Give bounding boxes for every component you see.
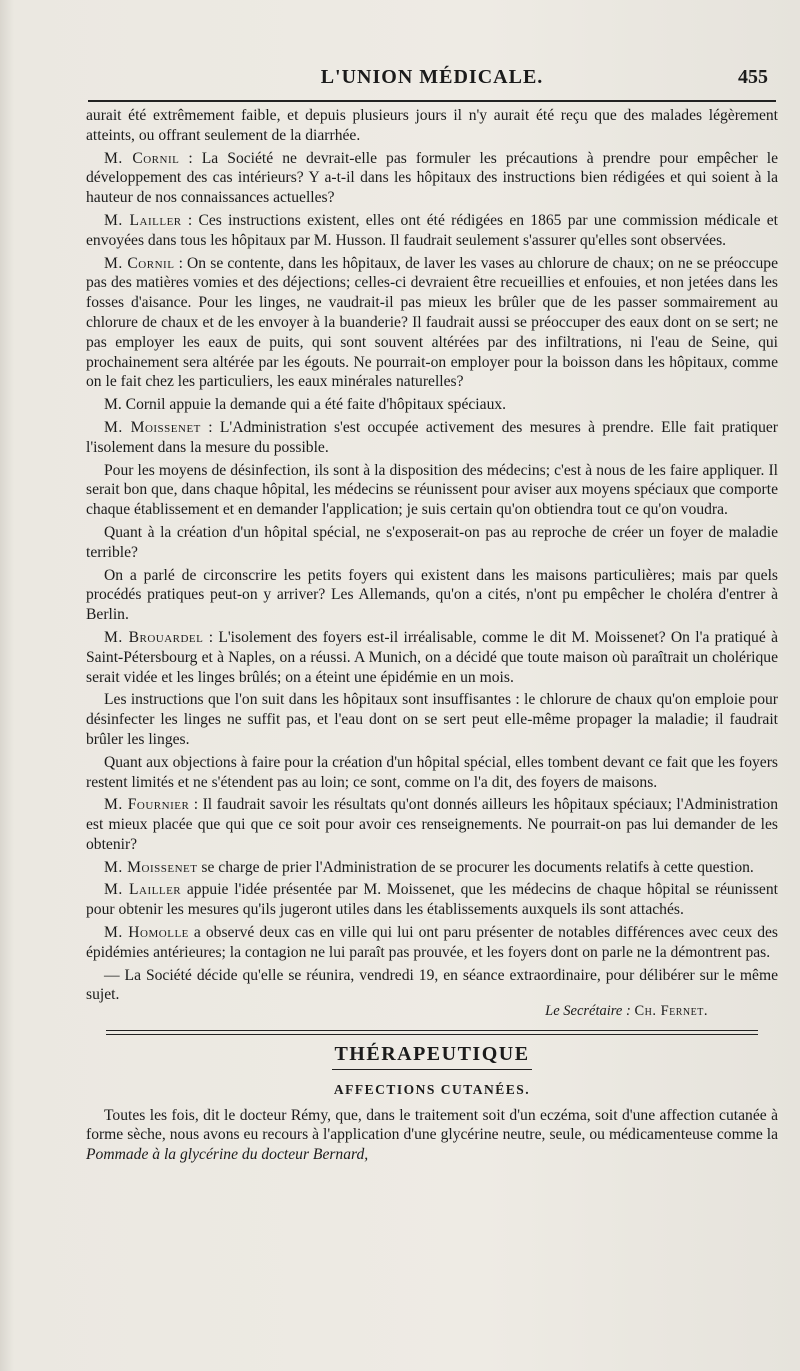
running-title: L'UNION MÉDICALE.: [320, 66, 544, 88]
section-title: THÉRAPEUTIQUE: [334, 1043, 530, 1066]
paragraph: [86, 211, 778, 251]
paragraph: [86, 254, 778, 393]
paragraph-text: : Il faudrait savoir les résultats qu'ont donnés ailleurs les hôpitaux spéciaux; l'Administration est mieux placée que qui que ce soit pour avoir ces renseignements. Ne pourrait-on pas lui demander de les obtenir?: [86, 796, 778, 853]
paragraph-text: Quant à la création d'un hôpital spécial, ne s'exposerait-on pas au reproche de créer un foyer de maladie terrible?: [86, 523, 778, 561]
header-rule: [88, 100, 776, 102]
paragraph-text: On a parlé de circonscrire les petits foyers qui existent dans les maisons particulières; mais par quels procédés pratiques peut-on y arriver? Les Allemands, qu'on a cités, n'ont pu empêcher le choléra d'entrer à Berlin.: [86, 566, 778, 624]
paragraph-text: aurait été extrêmement faible, et depuis plusieurs jours il n'y aurait été reçu que des malades légèrement atteints, ou offrant seulement de la diarrhée.: [86, 107, 778, 144]
paragraph-text: Pour les moyens de désinfection, ils sont à la disposition des médecins; c'est à nous de les faire appliquer. Il serait bon que, dans chaque hôpital, les médecins se réunissent pour aviser aux moyens spéciaux que comporte chaque établissement et en demander l'application; je suis certain qu'on obtiendra tout ce qu'on voudra.: [86, 461, 778, 519]
paragraph: [86, 858, 778, 878]
paragraph-text: appuie l'idée présentée par M. Moissenet, que les médecins de chaque hôpital se réunissent pour obtenir les mesures qu'ils jugeront utiles dans les établissements auxquels ils sont attachés.: [86, 881, 778, 919]
paragraph-text: : La Société ne devrait-elle pas formuler les précautions à prendre pour empêcher le développement des cas intérieurs? Y a-t-il dans les hôpitaux des instructions bien rédigées et qui soient à la hauteur de nos connaissances actuelles?: [86, 149, 778, 207]
paragraph: [86, 628, 778, 687]
section-divider: [106, 1030, 758, 1035]
paragraph-text: : L'Administration s'est occupée activement des mesures à prendre. Elle fait pratiquer l'isolement dans la mesure du possible.: [86, 418, 778, 456]
paragraph: [86, 418, 778, 458]
paragraph-text: a observé deux cas en ville qui lui ont paru présenter de notables différences avec ceux des épidémies antérieures; la contagion ne lui paraît pas prouvée, et les foyers dont on parle ne la démontrent pas.: [86, 924, 779, 961]
paragraph: [86, 395, 778, 415]
speaker-name: M. Brouardel: [104, 628, 204, 646]
paragraph-text: — La Société décide qu'elle se réunira, vendredi 19, en séance extraordinaire, pour délibérer sur le même sujet.: [86, 966, 778, 1004]
speaker-name: M. Cornil: [104, 254, 175, 272]
paragraph: [86, 753, 778, 793]
paragraph: [86, 523, 778, 563]
paragraph-text: : Ces instructions existent, elles ont été rédigées en 1865 par une commission médicale et envoyées dans tous les hôpitaux par M. Husson. Il faudrait seulement s'assurer qu'elles sont observées.: [86, 211, 778, 249]
paragraph: [86, 461, 778, 520]
signature-role: Le Secrétaire :: [545, 1003, 631, 1020]
subsection-title: AFFECTIONS CUTANÉES.: [333, 1081, 531, 1097]
speaker-name: M. Fournier: [104, 796, 190, 814]
paragraph-text: M. Cornil appuie la demande qui a été faite d'hôpitaux spéciaux.: [104, 396, 507, 414]
paragraph-text: Toutes les fois, dit le docteur Rémy, que, dans le traitement soit d'un eczéma, soit d'une affection cutanée à forme sèche, nous avons eu recours à l'application d'une glycérine neutre, seule, ou médicamenteuse comme la: [86, 1106, 778, 1144]
speaker-name: M. Lailler: [104, 211, 182, 229]
paragraph-text: : On se contente, dans les hôpitaux, de laver les vases au chlorure de chaux; on ne se préoccupe pas des matières vomies et des déjections; celles-ci devraient être recueillies et enfouies, et non jetées dans les fosses d'aisance. Pour les linges, ne vaudrait-il pas mieux les brûler que de les passer sommairement au chlorure de chaux et de les envoyer à la buanderie? Il faudrait aussi se préoccuper des eaux dont on se sert; ne pas employer les eaux de puits, qui sont souvent altérées par des infiltrations, ni l'eau de Seine, qui prochainement sera altérée par les égouts. Ne pourrait-on employer pour la boisson dans les hôpitaux, comme on le fait chez les particuliers, les eaux minérales naturelles?: [86, 254, 778, 391]
paragraph: [86, 923, 778, 963]
article-body: [86, 106, 778, 1168]
paragraph-text: se charge de prier l'Administration de se procurer les documents relatifs à cette question.: [197, 858, 754, 876]
paragraph-text: Les instructions que l'on suit dans les hôpitaux sont insuffisantes : le chlorure de chaux qu'on emploie pour désinfecter les linges ne suffit pas, et l'eau dont on se sert peut elle-même propager la maladie; il faudrait brûler les linges.: [86, 691, 778, 748]
page-header: [88, 60, 776, 94]
page-number: 455: [738, 66, 768, 88]
paragraph-text: : L'isolement des foyers est-il irréalisable, comme le dit M. Moissenet? On l'a pratiqué à Saint-Pétersbourg et à Naples, on a réussi. A Munich, on a décidé que toute maison où paraîtrait un cholérique serait vidée et les linges brûlés; on a éteint une épidémie en un mois.: [86, 628, 778, 686]
paragraph: [86, 106, 778, 146]
paragraph: [86, 880, 778, 920]
speaker-name: M. Lailler: [104, 881, 182, 899]
section-title-rule: [332, 1069, 532, 1070]
paragraph: [86, 149, 778, 208]
paragraph: [86, 566, 778, 625]
speaker-name: M. Cornil: [104, 149, 180, 167]
paragraph-text: Quant aux objections à faire pour la création d'un hôpital spécial, elles tombent devant ce fait que les foyers restent limités et ne s'étendent pas au loin; ce sont, comme on l'a dit, des foyers de maisons.: [86, 753, 778, 791]
paragraph-italic-text: Pommade à la glycérine du docteur Bernard,: [86, 1146, 369, 1164]
speaker-name: M. Homolle: [104, 924, 189, 942]
speaker-name: M. Moissenet: [104, 418, 201, 436]
paragraph: [86, 690, 778, 749]
signature-name: Ch. Fernet.: [634, 1003, 708, 1020]
paragraph: [86, 795, 778, 854]
speaker-name: M. Moissenet: [104, 858, 198, 876]
signature: [86, 1002, 708, 1022]
paragraph: [86, 1106, 778, 1165]
paragraph: [86, 966, 778, 1006]
